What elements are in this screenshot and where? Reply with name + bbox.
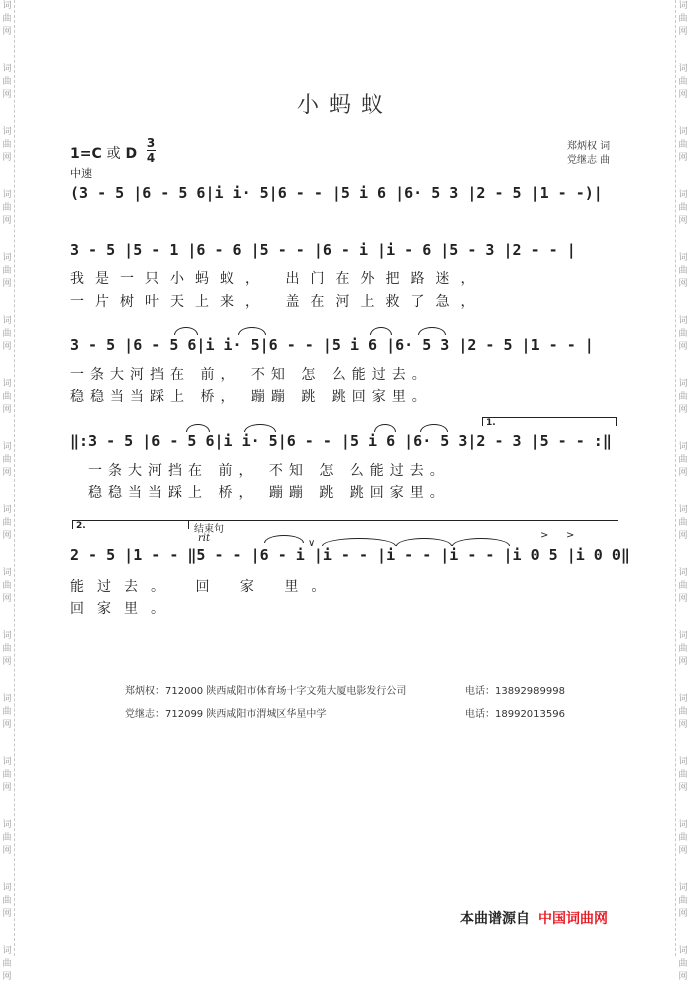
contact-composer: [125, 705, 565, 720]
breath-mark: ∨: [308, 538, 316, 549]
contact-phone: 电话：13892989998: [465, 686, 565, 697]
time-signature-bottom: 4: [146, 151, 156, 165]
coda-label: 结束句: [194, 524, 224, 535]
contact-info: 党继志：712099 陕西咸阳市渭城区华星中学: [125, 709, 327, 720]
watermark-text: 词曲网: [2, 757, 12, 793]
watermark-text: 词曲网: [2, 631, 12, 667]
rit-marking: rit: [198, 533, 210, 544]
fermata-slur: [264, 535, 304, 543]
contact-phone: 电话：18992013596: [465, 709, 565, 720]
second-ending-bracket: 2.: [72, 520, 188, 529]
key-or-word: 或: [106, 146, 121, 162]
watermark-text: 词曲网: [2, 253, 12, 289]
watermark-text: 词曲网: [678, 946, 688, 982]
watermark-text: 词曲网: [2, 946, 12, 982]
watermark-text: 词曲网: [2, 127, 12, 163]
time-signature-top: 3: [146, 136, 156, 150]
lyric-line-4b: 稳稳当当踩上 桥， 蹦蹦 跳 跳回家里。: [88, 485, 450, 501]
watermark-text: 词曲网: [678, 505, 688, 541]
notation-line-2: [70, 239, 625, 261]
watermark-text: 词曲网: [2, 316, 12, 352]
accent-mark: >: [566, 530, 575, 541]
watermark-text: 词曲网: [678, 442, 688, 478]
notation-line-3: [70, 334, 625, 356]
notation-line-5: [70, 544, 630, 566]
watermark-text: 词曲网: [678, 757, 688, 793]
watermark-text: 词曲网: [2, 568, 12, 604]
lyric-line-3a: 一条大河挡在 前， 不知 怎 么能过去。: [70, 367, 432, 383]
notation-text: 3 - 5 |6 - 5 6|i i· 5|6 - - |5 i 6 |6· 5 3 |2 - 5 |1 - - |: [70, 336, 594, 354]
time-signature: [146, 136, 156, 165]
watermark-text: 词曲网: [678, 568, 688, 604]
watermark-text: 词曲网: [678, 127, 688, 163]
watermark-text: 词曲网: [678, 883, 688, 919]
lyric-line-5a: 能过去。 回 家 里。: [70, 579, 339, 595]
watermark-text: 词曲网: [2, 820, 12, 856]
lyric-line-5b: 回家里。: [70, 601, 178, 617]
watermark-text: 词曲网: [2, 64, 12, 100]
watermark-text: 词曲网: [678, 379, 688, 415]
notation-text: (3 - 5 |6 - 5 6|i i· 5|6 - - |5 i 6 |6· 5 3 |2 - 5 |1 - -)|: [70, 184, 603, 202]
lyric-line-4a: 一条大河挡在 前， 不知 怎 么能过去。: [88, 463, 450, 479]
composer-credit: 党继志 曲: [567, 155, 611, 166]
left-watermark-column: [0, 0, 15, 982]
lyric-line-2b: 一片树叶天上来， 盖在河上救了急，: [70, 294, 486, 310]
first-ending-bracket: 1.: [482, 417, 617, 426]
watermark-text: 词曲网: [678, 694, 688, 730]
source-label: 本曲谱源自: [460, 911, 530, 927]
source-site-link[interactable]: 中国词曲网: [538, 911, 608, 927]
watermark-text: 词曲网: [678, 316, 688, 352]
watermark-text: 词曲网: [2, 505, 12, 541]
watermark-text: 词曲网: [678, 64, 688, 100]
watermark-text: 词曲网: [678, 253, 688, 289]
watermark-text: 词曲网: [2, 442, 12, 478]
contact-lyricist: [125, 682, 565, 697]
watermark-text: 词曲网: [2, 379, 12, 415]
watermark-text: 词曲网: [678, 820, 688, 856]
notation-text: ‖:3 - 5 |6 - 5 6|i i· 5|6 - - |5 i 6 |6· 5 3|2 - 3 |5 - - :‖: [70, 432, 612, 450]
key-prefix: 1=C: [70, 146, 102, 162]
notation-text: 2 - 5 |1 - - ‖5 - - |6 - i |i - - |i - - |i - - |i 0 5 |i 0 0‖: [70, 546, 630, 564]
lyric-line-2a: 我是一只小蚂蚁， 出门在外把路迷，: [70, 271, 486, 287]
notation-text: 3 - 5 |5 - 1 |6 - 6 |5 - - |6 - i |i - 6 |5 - 3 |2 - - |: [70, 241, 576, 259]
watermark-text: 词曲网: [2, 1, 12, 37]
tempo-marking: 中速: [70, 167, 92, 180]
right-watermark-column: [675, 0, 690, 982]
key-suffix: D: [125, 146, 138, 162]
watermark-text: 词曲网: [2, 694, 12, 730]
watermark-text: 词曲网: [678, 1, 688, 37]
accent-mark: >: [540, 530, 549, 541]
watermark-text: 词曲网: [678, 631, 688, 667]
key-signature: [70, 143, 137, 163]
contact-info: 郑炳权：712000 陕西咸阳市体育场十字文苑大厦电影发行公司: [125, 686, 407, 697]
notation-line-4: [70, 430, 625, 452]
watermark-text: 词曲网: [2, 883, 12, 919]
watermark-text: 词曲网: [678, 190, 688, 226]
watermark-text: 词曲网: [2, 190, 12, 226]
coda-bracket: [188, 520, 618, 529]
notation-line-1: [70, 182, 625, 204]
song-title: 小蚂蚁: [296, 93, 393, 118]
lyric-line-3b: 稳稳当当踩上 桥， 蹦蹦 跳 跳回家里。: [70, 389, 432, 405]
lyricist-credit: 郑炳权 词: [567, 141, 611, 152]
source-credit: [460, 908, 608, 928]
